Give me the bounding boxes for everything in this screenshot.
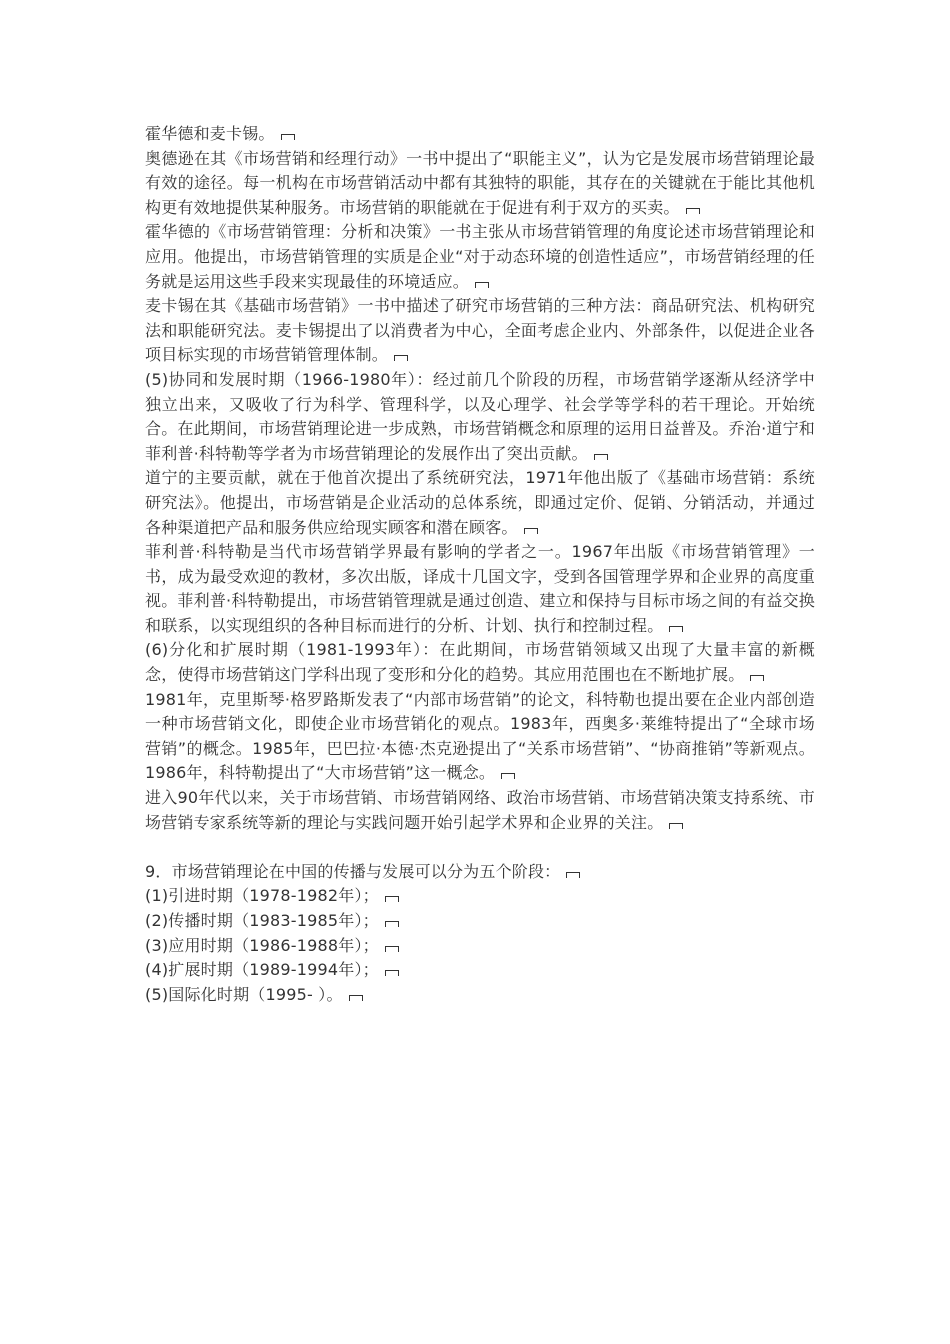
paragraph-mark-icon: [669, 626, 683, 632]
paragraph-mark-icon: [594, 454, 608, 460]
paragraph-mark-icon: [385, 946, 399, 952]
paragraph-mark-icon: [475, 282, 489, 288]
paragraph-period-5: (5)协同和发展时期（1966-1980年）：经过前几个阶段的历程，市场营销学逐渐从经济学中独立出来，又吸收了行为科学、管理科学，以及心理学、社会学等学科的若干理论。开始统合。在此期间，市场营销理论进一步成熟，市场营销概念和原理的运用日益普及。乔治·道宁和菲利普·科特勒等学者为市场营销理论的发展作出了突出贡献。: [145, 369, 815, 463]
paragraph-mccarthy: 麦卡锡在其《基础市场营销》一书中描述了研究市场营销的三种方法：商品研究法、机构研究法和职能研究法。麦卡锡提出了以消费者为中心，全面考虑企业内、外部条件，以促进企业各项目标实现的市场营销管理体制。: [145, 296, 815, 365]
paragraph-alderson: 奥德逊在其《市场营销和经理行动》一书中提出了“职能主义”，认为它是发展市场营销理论最有效的途径。每一机构在市场营销活动中都有其独特的职能，其存在的关键就在于能比其他机构更有效地提供某种服务。市场营销的职能就在于促进有利于双方的买卖。: [145, 148, 815, 217]
paragraph-howard: 霍华德的《市场营销管理：分析和决策》一书主张从市场营销管理的角度论述市场营销理论和应用。他提出，市场营销管理的实质是企业“对于动态环境的创造性适应”，市场营销经理的任务就是运用这些手段来实现最佳的环境适应。: [145, 222, 815, 291]
section-9-heading: 9．市场营销理论在中国的传播与发展可以分为五个阶段：: [145, 860, 815, 885]
blank-line: [145, 835, 815, 860]
paragraph-mark-icon: [385, 896, 399, 902]
paragraph-period-6: (6)分化和扩展时期（1981-1993年）：在此期间，市场营销领域又出现了大量丰富的新概念，使得市场营销这门学科出现了变形和分化的趋势。其应用范围也在不断地扩展。: [145, 640, 815, 685]
paragraph-mark-icon: [566, 872, 580, 878]
paragraph-mark-icon: [281, 134, 295, 140]
paragraph-mark-icon: [686, 208, 700, 214]
paragraph-mark-icon: [524, 528, 538, 534]
paragraph-kotler: 菲利普·科特勒是当代市场营销学界最有影响的学者之一。1967年出版《市场营销管理》一书，成为最受欢迎的教材，多次出版，译成十几国文字，受到各国管理学界和企业界的高度重视。菲利普·科特勒提出，市场营销管理就是通过创造、建立和保持与目标市场之间的有益交换和联系，以实现组织的各种目标而进行的分析、计划、执行和控制过程。: [145, 542, 815, 635]
paragraph-mark-icon: [750, 675, 764, 681]
paragraph-mark-icon: [385, 970, 399, 976]
paragraph-mark-icon: [349, 995, 363, 1001]
paragraph-1990s: 进入90年代以来，关于市场营销、市场营销网络、政治市场营销、市场营销决策支持系统、市场营销专家系统等新的理论与实践问题开始引起学术界和企业界的关注。: [145, 788, 815, 832]
document-page: [145, 122, 815, 1007]
paragraph-mark-icon: [385, 921, 399, 927]
stage-item: (4)扩展时期（1989-1994年）；: [145, 958, 815, 983]
stage-item: (2)传播时期（1983-1985年）；: [145, 909, 815, 934]
stage-item: (1)引进时期（1978-1982年）；: [145, 884, 815, 909]
stage-item: (3)应用时期（1986-1988年）；: [145, 934, 815, 959]
paragraph-intro-continued: 霍华德和麦卡锡。: [145, 122, 815, 147]
stage-item: (5)国际化时期（1995- ）。: [145, 983, 815, 1008]
paragraph-mark-icon: [669, 823, 683, 829]
paragraph-mark-icon: [501, 773, 515, 779]
paragraph-mark-icon: [394, 355, 408, 361]
paragraph-downing: 道宁的主要贡献，就在于他首次提出了系统研究法，1971年他出版了《基础市场营销：系统研究法》。他提出，市场营销是企业活动的总体系统，即通过定价、促销、分销活动，并通过各种渠道把产品和服务供应给现实顾客和潜在顾客。: [145, 468, 815, 537]
paragraph-1981: 1981年，克里斯琴·格罗路斯发表了“内部市场营销”的论文，科特勒也提出要在企业内部创造一种市场营销文化，即使企业市场营销化的观点。1983年，西奥多·莱维特提出了“全球市场营销”的概念。1985年，巴巴拉·本德·杰克逊提出了“关系市场营销”、“协商推销”等新观点。1986年，科特勒提出了“大市场营销”这一概念。: [145, 689, 815, 783]
